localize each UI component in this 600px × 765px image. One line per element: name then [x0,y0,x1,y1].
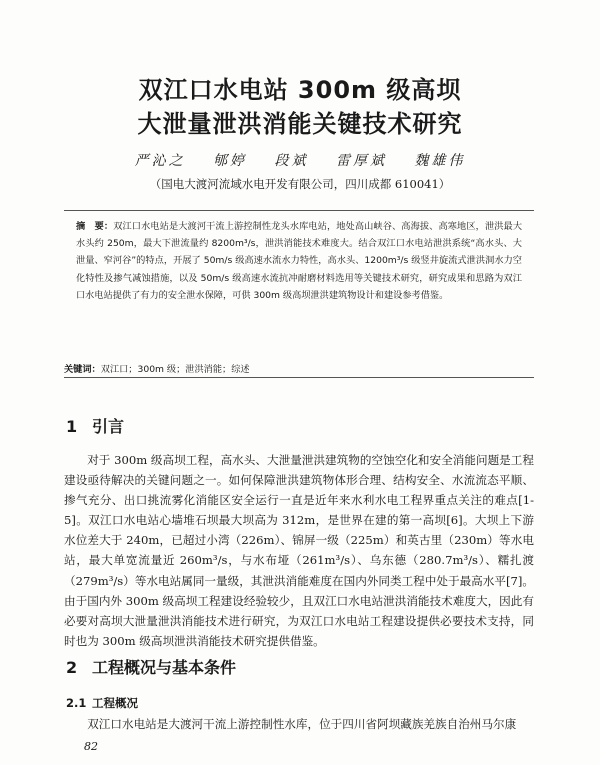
author-list [0,150,600,170]
page-number: 82 [84,740,98,753]
section-title: 工程概况与基本条件 [92,658,237,677]
author-name: 段斌 [274,153,309,169]
keywords-text: 双江口；300m 级；泄洪消能；综述 [100,364,250,375]
section-heading-introduction [66,414,124,437]
abstract-label: 摘 要： [76,221,114,232]
affiliation: （国电大渡河流域水电开发有限公司，四川成都 610041） [149,177,451,191]
keywords-label: 关键词： [64,364,101,375]
abstract [76,218,522,304]
abstract-bottom-rule [64,377,534,378]
author-name: 严沁之 [134,153,186,169]
section-number: 2 [66,658,78,677]
author-name: 郇婷 [213,153,248,169]
author-name: 雷厚斌 [335,153,387,169]
subsection-title: 工程概况 [92,696,138,710]
subsection-body [64,714,534,734]
keywords [64,361,534,375]
title-line-2: 大泄量泄洪消能关键技术研究 [137,110,463,138]
author-name: 魏雄伟 [414,153,466,169]
abstract-top-rule [64,210,534,211]
abstract-text: 双江口水电站是大渡河干流上游控制性龙头水库电站，地处高山峡谷、高海拔、高寒地区，泄洪最大水头约 250m，最大下泄流量约 8200m³/s，泄洪消能技术难度大。结合双江口水电站泄洪系统“高水头、大泄量、窄河谷”的特点，开展了 50m/s 级高速水流水力特性，高水头、1200m³/s 级竖井旋流式泄洪洞水力空化特性及掺气减蚀措施，以及 50m/s 级高速水流抗冲耐磨材料选用等关键技术研究，研究成果和思路为双江口水电站提供了有力的安全泄水保障，可供 300m 级高坝泄洪建筑物设计和建设参考借鉴。 [76,221,523,301]
subsection-paragraph: 双江口水电站是大渡河干流上游控制性水库，位于四川省阿坝藏族羌族自治州马尔康 [87,717,517,731]
subsection-heading [66,695,138,711]
section-number: 1 [66,417,78,436]
subsection-number: 2.1 [66,696,87,710]
title-line-1: 双江口水电站 300m 级高坝 [138,76,462,104]
section-title: 引言 [92,417,125,436]
introduction-body [64,450,534,651]
introduction-paragraph: 对于 300m 级高坝工程，高水头、大泄量泄洪建筑物的空蚀空化和安全消能问题是工程建设亟待解决的关键问题之一。如何保障泄洪建筑物体形合理、结构安全、水流流态平顺、掺气充分、出口挑流雾化消能区安全运行一直是近年来水利水电工程界重点关注的难点[1-5]。双江口水电站心墙堆石坝最大坝高为 312m，是世界在建的第一高坝[6]。大坝上下游水位差大于 240m，已超过小湾（226m）、锦屏一级（225m）和英古里（230m）等水电站，最大单宽流量近 260m³/s，与水布垭（261m³/s）、乌东德（280.7m³/s）、糯扎渡（279m³/s）等水电站属同一量级，其泄洪消能难度在国内外同类工程中处于最高水平[7]。由于国内外 300m 级高坝工程建设经验较少，且双江口水电站泄洪消能技术难度大，因此有必要对高坝大泄量泄洪消能技术进行研究，为双江口水电站工程建设提供必要技术支持，同时也为 300m 级高坝泄洪消能技术研究提供借鉴。 [64,453,534,648]
section-heading-overview [66,655,236,678]
